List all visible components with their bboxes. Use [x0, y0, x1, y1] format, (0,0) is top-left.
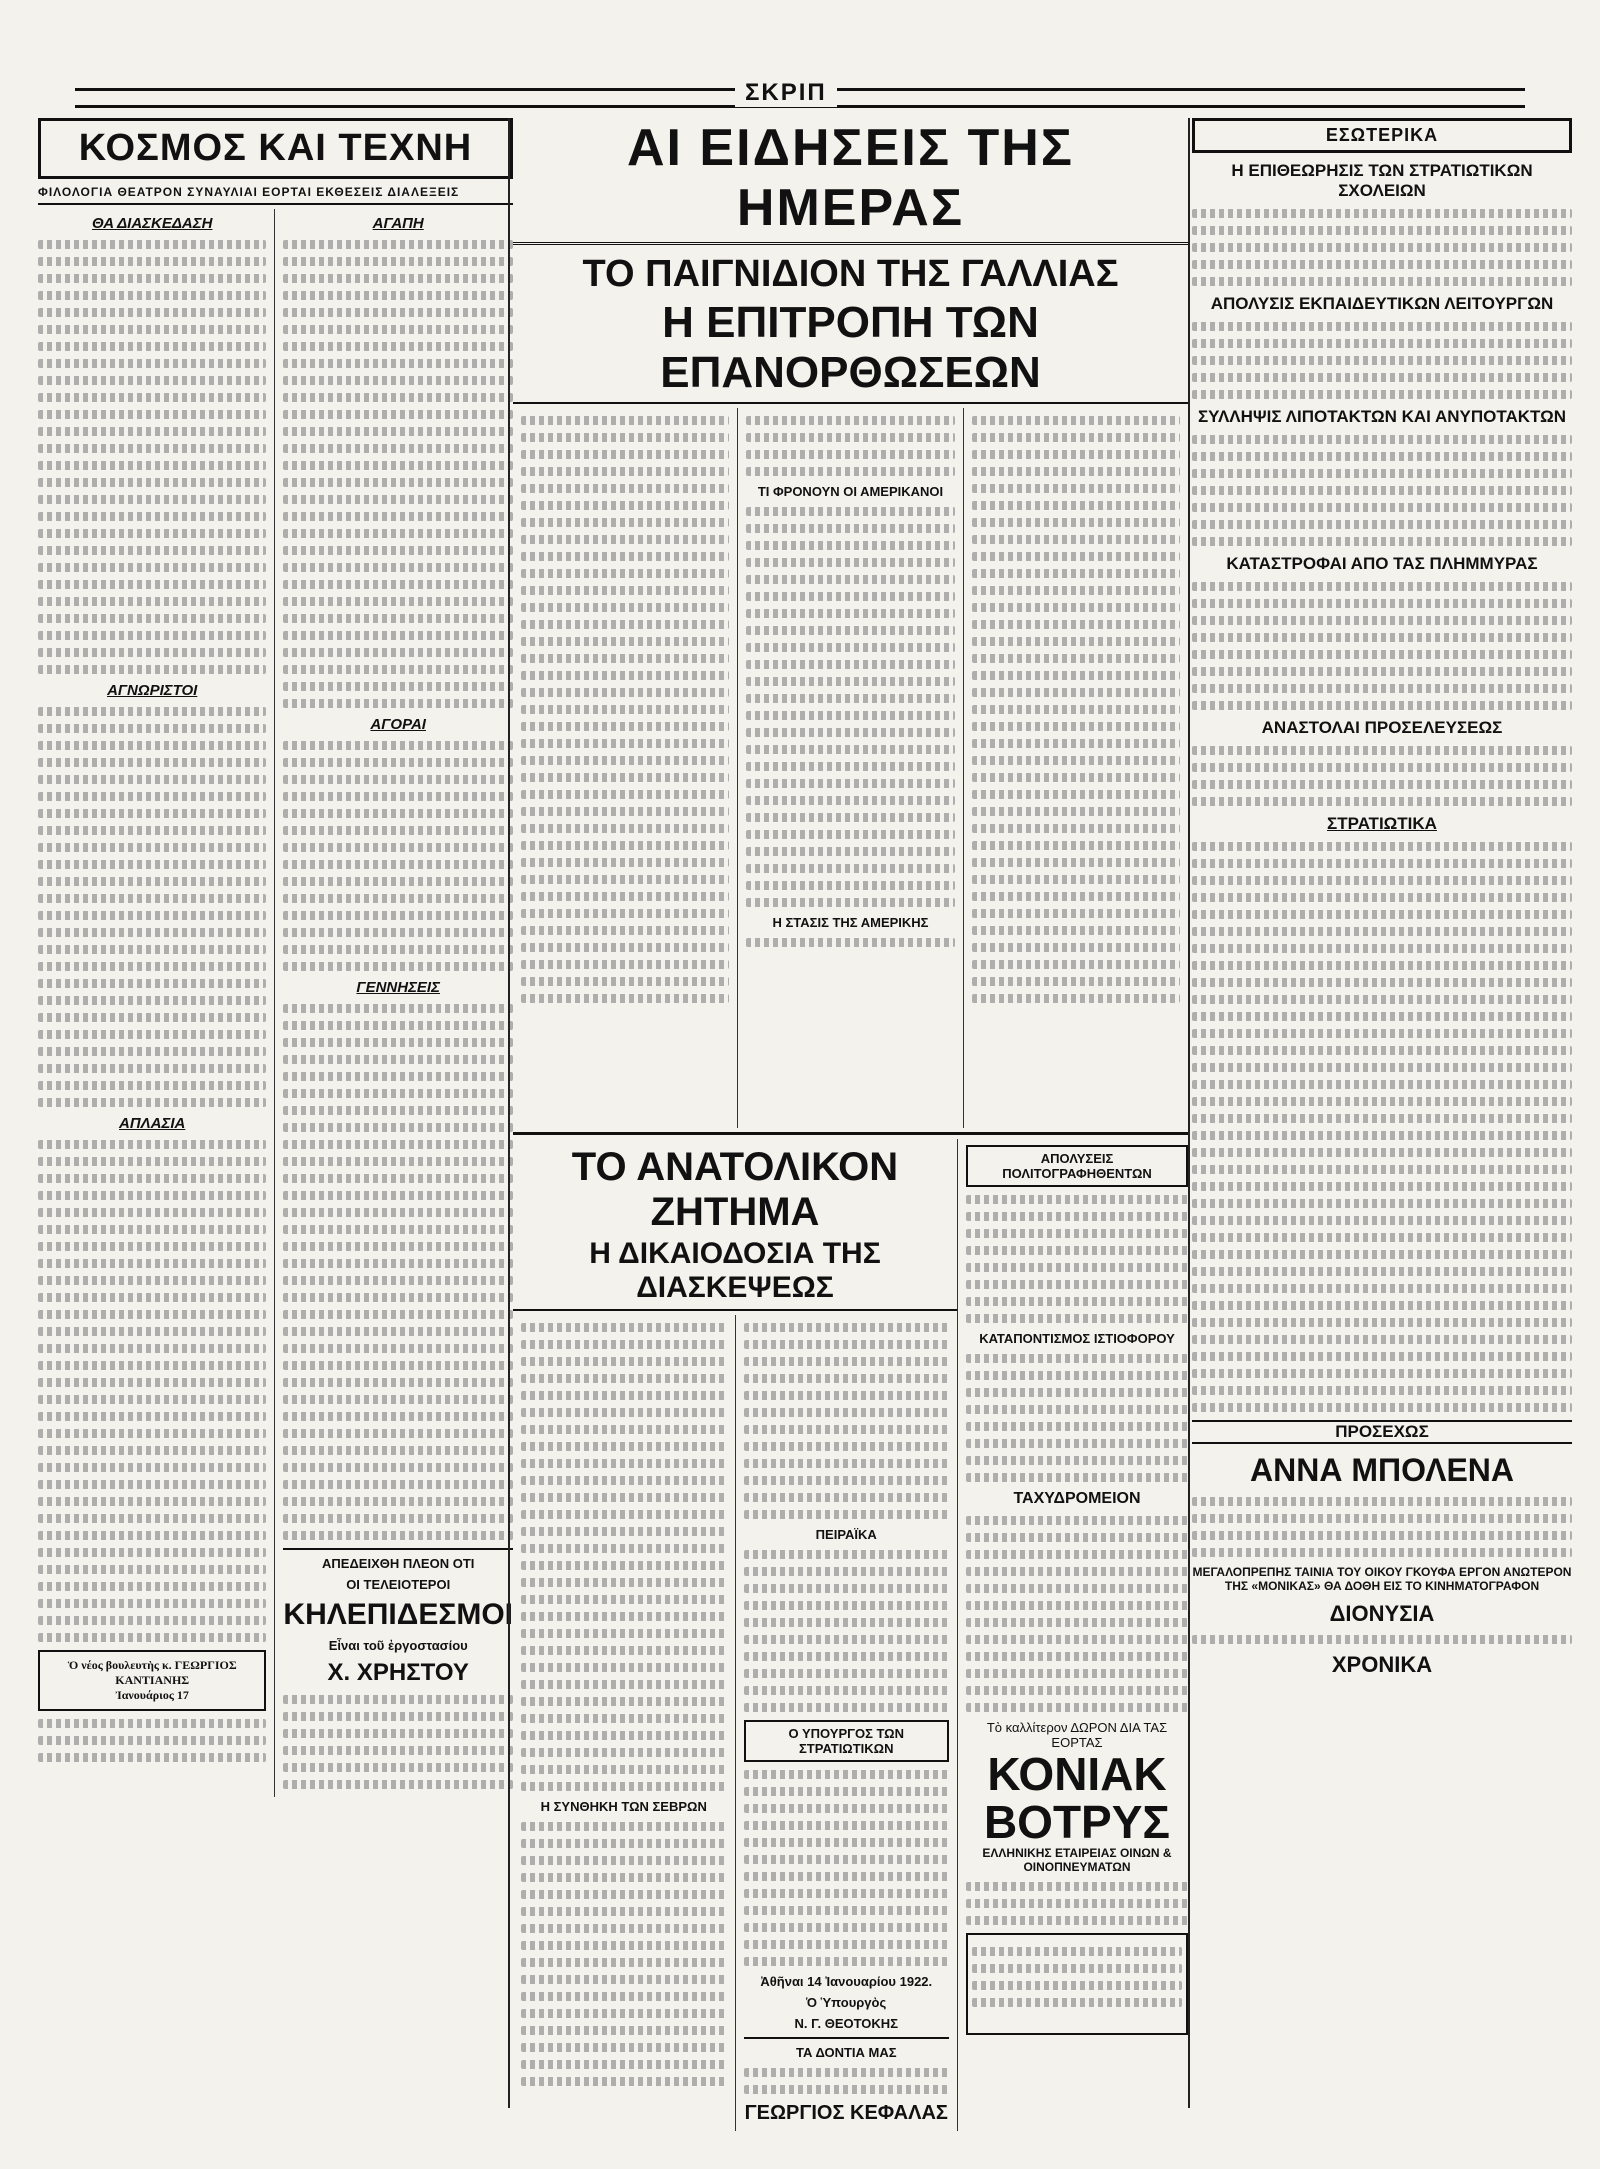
center-right-subcolumn	[958, 1139, 1188, 2131]
article-title: ΑΓΟΡΑΙ	[370, 716, 426, 733]
center-subcolumn-2	[738, 408, 963, 1128]
center-section	[513, 118, 1188, 2124]
article-title: ΓΕΝΝΗΣΕΙΣ	[356, 979, 440, 996]
headline-dikaiodosia: Η ΔΙΚΑΙΟΔΟΣΙΑ ΤΗΣ ΔΙΑΣΚΕΨΕΩΣ	[589, 1237, 881, 1304]
left-subcolumn-1	[38, 209, 275, 1797]
headline: ΣΥΛΛΗΨΙΣ ΛΙΠΟΤΑΚΤΩΝ ΚΑΙ ΑΝΥΠΟΤΑΚΤΩΝ	[1197, 407, 1567, 426]
column-rule	[1188, 118, 1190, 2108]
ad-brand: Χ. ΧΡΗΣΤΟΥ	[327, 1659, 469, 1686]
ad-line: Εἶναι τοῦ ἐργοστασίου	[328, 1638, 468, 1653]
headline: ΑΝΑΣΤΟΛΑΙ ΠΡΟΣΕΛΕΥΣΕΩΣ	[1261, 718, 1503, 737]
ad-film: ΜΕΓΑΛΟΠΡΕΠΗΣ ΤΑΙΝΙΑ ΤΟΥ ΟΙΚΟΥ ΓΚΟΥΦΑ ΕΡΓΟΝ ΑΝΩΤΕΡΟΝ ΤΗΣ «ΜΟΝΙΚΑΣ» ΘΑ ΔΟΘΗ ΕΙΣ ΤΟ ΚΙΝΗΜΑΤΟΓΡΑΦΟΝ	[1192, 1565, 1572, 1593]
ad-kefalas: ΓΕΩΡΓΙΟΣ ΚΕΦΑΛΑΣ	[744, 2102, 948, 2124]
section-subheader: ΦΙΛΟΛΟΓΙΑ ΘΕΑΤΡΟΝ ΣΥΝΑΥΛΙΑΙ ΕΟΡΤΑΙ ΕΚΘΕΣΕΙΣ ΔΙΑΛΕΞΕΙΣ	[38, 185, 460, 199]
subheadline: ΠΕΙΡΑΪΚΑ	[815, 1527, 877, 1542]
ad-koniak-title: ΚΟΝΙΑΚ	[987, 1748, 1167, 1800]
right-section	[1192, 118, 1572, 2108]
ad-botrys-title: ΒΟΤΡΥΣ	[983, 1796, 1171, 1848]
subheadline: Ο ΥΠΟΥΡΓΟΣ ΤΩΝ ΣΤΡΑΤΙΩΤΙΚΩΝ	[744, 1720, 950, 1762]
ad-chronika: ΧΡΟΝΙΚΑ	[1331, 1652, 1433, 1677]
subheadline: ΑΠΟΛΥΣΕΙΣ ΠΟΛΙΤΟΓΡΑΦΗΘΕΝΤΩΝ	[966, 1145, 1188, 1187]
date-line: Ἀθῆναι 14 Ἰανουαρίου 1922.	[760, 1974, 933, 1989]
section-header-kosmos: ΚΟΣΜΟΣ ΚΑΙ ΤΕΧΝΗ	[38, 118, 513, 179]
ad-label: ΑΠΕΔΕΙΧΘΗ ΠΛΕΟΝ ΟΤΙ	[322, 1556, 475, 1571]
news-headline: ΑΙ ΕΙΔΗΣΕΙΣ ΤΗΣ ΗΜΕΡΑΣ	[513, 118, 1188, 245]
article-title: ΘΑ ΔΙΑΣΚΕΔΑΣΗ	[91, 215, 213, 232]
headline: Η ΕΠΙΘΕΩΡΗΣΙΣ ΤΩΝ ΣΤΡΑΤΙΩΤΙΚΩΝ ΣΧΟΛΕΙΩΝ	[1231, 161, 1533, 200]
article-title: ΑΓΝΩΡΙΣΤΟΙ	[107, 682, 198, 699]
subheadline: ΚΑΤΑΠΟΝΤΙΣΜΟΣ ΙΣΤΙΟΦΟΡΟΥ	[979, 1331, 1175, 1346]
center-subcolumn-3	[964, 408, 1188, 1128]
left-section	[38, 118, 513, 2108]
masthead-title: ΣΚΡΙΠ	[735, 79, 837, 107]
signature-title: Ὁ Ὑπουργὸς	[806, 1995, 887, 2010]
ad-line: ΟΙ ΤΕΛΕΙΟΤΕΡΟΙ	[346, 1577, 451, 1592]
subheadline: Η ΣΤΑΣΙΣ ΤΗΣ ΑΜΕΡΙΚΗΣ	[772, 915, 929, 930]
article-title: ΑΓΑΠΗ	[372, 215, 424, 232]
subheadline: ΤΑΧΥΔΡΟΜΕΙΟΝ	[1013, 1490, 1141, 1507]
headline-epitropi: Η ΕΠΙΤΡΟΠΗ ΤΩΝ ΕΠΑΝΟΡΘΩΣΕΩΝ	[660, 298, 1041, 397]
headline: ΑΠΟΛΥΣΙΣ ΕΚΠΑΙΔΕΥΤΙΚΩΝ ΛΕΙΤΟΥΡΓΩΝ	[1210, 294, 1554, 313]
subheadline: ΤΙ ΦΡΟΝΟΥΝ ΟΙ ΑΜΕΡΙΚΑΝΟΙ	[757, 484, 944, 499]
ad-koniak: Τὸ καλλίτερον ΔΩΡΟΝ ΔΙΑ ΤΑΣ ΕΟΡΤΑΣ ΚΟΝΙΑΚ ΒΟΤΡΥΣ ΕΛΛΗΝΙΚΗΣ ΕΤΑΙΡΕΙΑΣ ΟΙΝΩΝ & ΟΙΝΟΠΝΕΥΜΑΤΩΝ	[966, 1720, 1188, 1874]
headline-anatoliko: ΤΟ ΑΝΑΤΟΛΙΚΟΝ ΖΗΤΗΜΑ	[571, 1145, 899, 1234]
note-box: Ὁ νέος βουλευτὴς κ. ΓΕΩΡΓΙΟΣ ΚΑΝΤΙΑΝΗΣ Ἰανουάριος 17	[38, 1650, 266, 1711]
subheadline: Η ΣΥΝΘΗΚΗ ΤΩΝ ΣΕΒΡΩΝ	[540, 1799, 707, 1814]
headline-gallia: ΤΟ ΠΑΙΓΝΙΔΙΟΝ ΤΗΣ ΓΑΛΛΙΑΣ	[582, 253, 1119, 295]
headline: ΠΡΟΣΕΧΩΣ	[1192, 1420, 1572, 1444]
masthead-rule	[75, 79, 1525, 108]
article-title: ΑΠΛΑΣΙΑ	[119, 1115, 186, 1132]
center-subcolumn-1	[513, 408, 738, 1128]
anatoliko-block	[513, 1139, 958, 2131]
left-subcolumn-2	[275, 209, 513, 1797]
signature: Ν. Γ. ΘΕΟΤΟΚΗΣ	[794, 2016, 898, 2031]
ad-dionysia: ΔΙΟΝΥΣΙΑ	[1329, 1601, 1435, 1626]
column-rule	[508, 118, 510, 2108]
ad-box	[966, 1933, 1188, 2035]
ad-headline: ΚΗΛΕΠΙΔΕΣΜΟΙ	[283, 1598, 513, 1631]
anat-subcolumn-2	[736, 1315, 958, 2131]
section-header-esoterika: ΕΣΩΤΕΡΙΚΑ	[1192, 118, 1572, 153]
headline: ΚΑΤΑΣΤΡΟΦΑΙ ΑΠΟ ΤΑΣ ΠΛΗΜΜΥΡΑΣ	[1226, 554, 1538, 573]
ad-dontia: ΤΑ ΔΟΝΤΙΑ ΜΑΣ	[795, 2045, 897, 2060]
anat-subcolumn-1	[513, 1315, 736, 2131]
ad-name: ΑΝΝΑ ΜΠΟΛΕΝΑ	[1249, 1452, 1515, 1488]
headline: ΣΤΡΑΤΙΩΤΙΚΑ	[1327, 814, 1437, 833]
